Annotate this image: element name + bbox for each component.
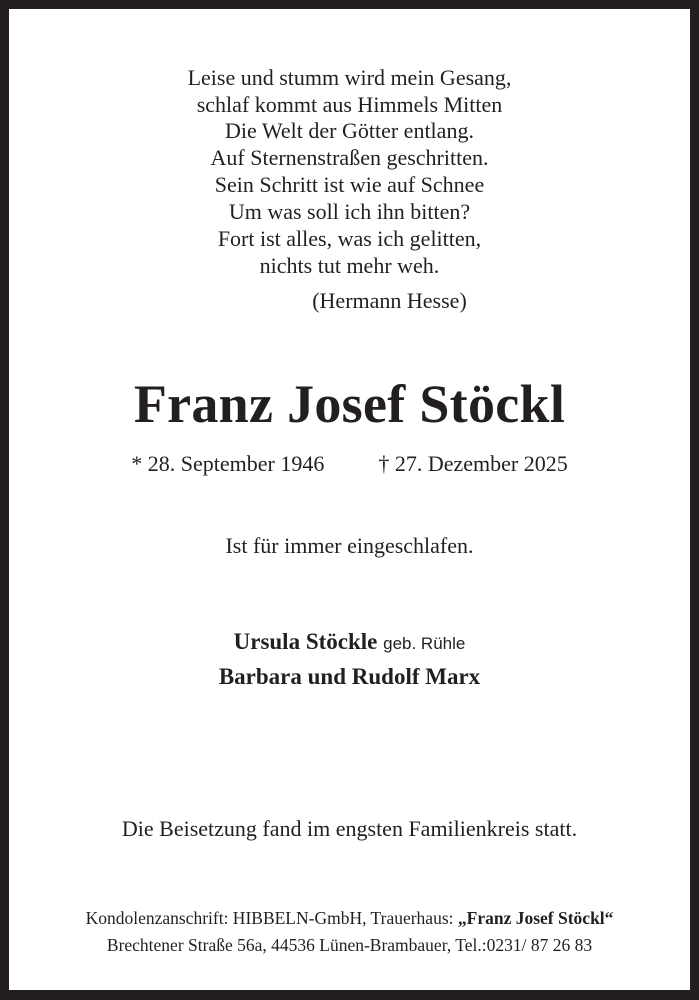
statement-text: Ist für immer eingeschlafen. [225, 533, 474, 558]
mourner-name: Ursula Stöckle [233, 629, 378, 654]
burial-notice: Die Beisetzung fand im engsten Familienkreis statt. [121, 816, 578, 841]
poem-attribution: (Hermann Hesse) [312, 288, 467, 313]
condolence-address-line-1 [9, 907, 690, 929]
condolence-label: Kondolenzanschrift: HIBBELN-GmbH, Trauerhaus: [85, 908, 458, 928]
condolence-address-line-2: Brechtener Straße 56a, 44536 Lünen-Brambauer, Tel.:0231/ 87 26 83 [106, 935, 593, 955]
mourner-line [9, 628, 690, 658]
poem-line: Fort ist alles, was ich gelitten, [217, 226, 482, 251]
poem-line: Um was soll ich ihn bitten? [228, 199, 471, 224]
mourner-line [9, 663, 690, 691]
poem-line: Sein Schritt ist wie auf Schnee [214, 172, 485, 197]
funeral-home-name: „Franz Josef Stöckl“ [457, 908, 614, 928]
poem-line: schlaf kommt aus Himmels Mitten [196, 92, 503, 117]
poem-line: Leise und stumm wird mein Gesang, [187, 65, 512, 90]
life-dates [9, 451, 690, 477]
deceased-name: Franz Josef Stöckl [133, 374, 566, 434]
mourner-maiden-name: geb. Rühle [383, 634, 466, 653]
poem-line: Auf Sternenstraßen geschritten. [210, 145, 489, 170]
obituary-card [9, 9, 690, 990]
death-date: † 27. Dezember 2025 [378, 451, 568, 476]
mourner-name: Barbara und Rudolf Marx [218, 664, 481, 689]
birth-date: * 28. September 1946 [131, 451, 325, 476]
poem-line: nichts tut mehr weh. [259, 253, 440, 278]
poem-line: Die Welt der Götter entlang. [225, 118, 474, 143]
